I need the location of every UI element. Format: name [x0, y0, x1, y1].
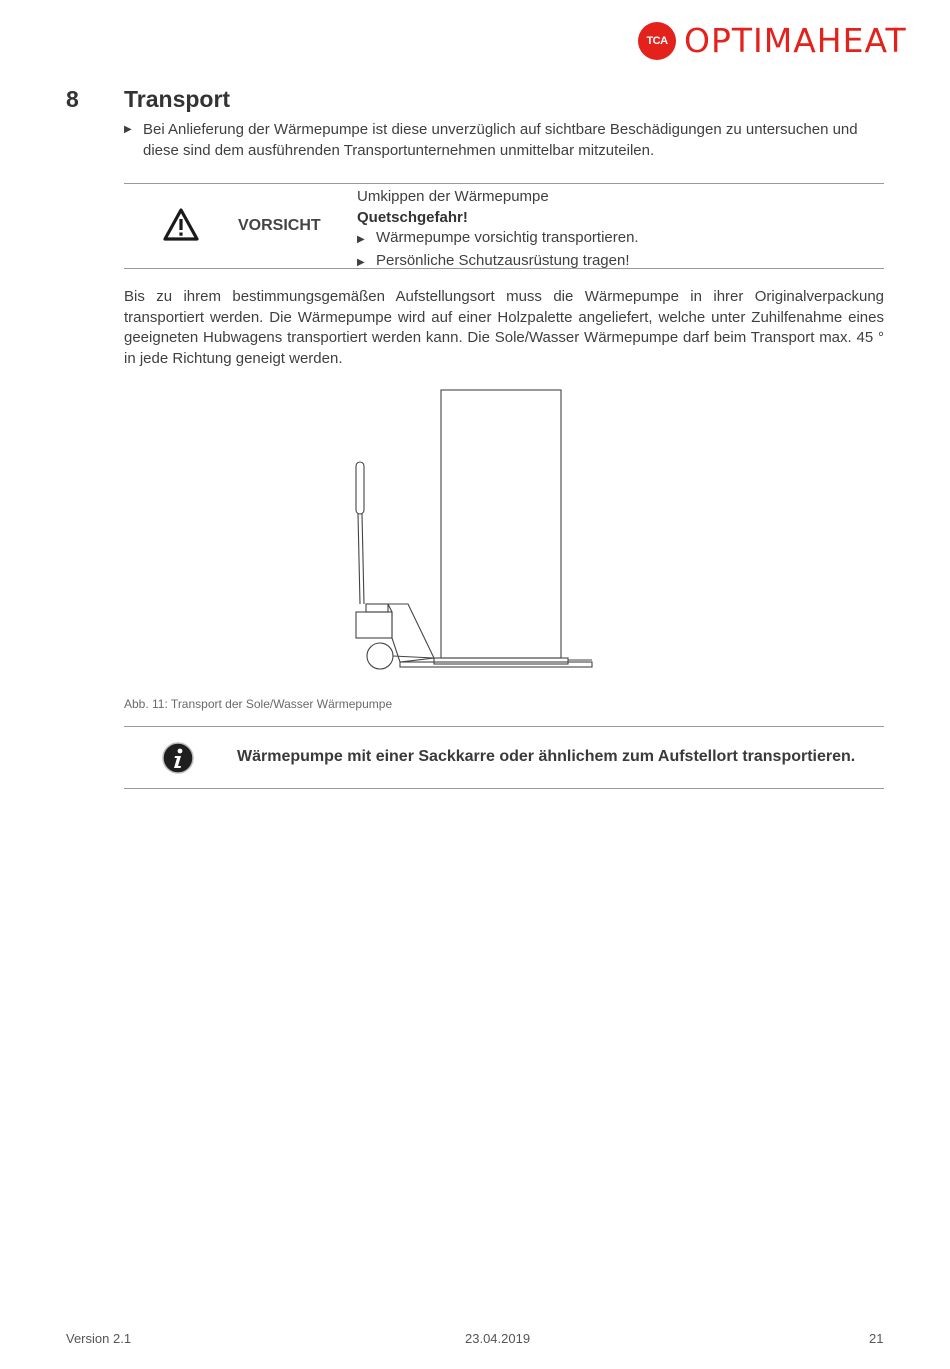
intro-bullet: [124, 120, 884, 161]
caution-hazard: Umkippen der Wärmepumpe: [357, 188, 549, 205]
logo-text: OPTIMAHEAT: [684, 21, 907, 60]
pallet: [434, 658, 568, 664]
bullet-arrow-icon: ▶: [357, 234, 365, 245]
bullet-arrow-icon: ▶: [357, 256, 365, 268]
footer-version: Version 2.1: [66, 1331, 132, 1346]
chassis: [388, 604, 434, 662]
heat-pump-cabinet: [441, 390, 561, 658]
handle-grip: [356, 462, 364, 514]
chapter-title: Transport: [124, 86, 231, 112]
info-box: [124, 726, 884, 789]
caution-box: [124, 183, 884, 269]
info-text: Wärmepumpe mit einer Sackkarre oder ähnlichem zum Aufstellort transportieren.: [237, 748, 856, 765]
caution-action: [357, 251, 639, 274]
caution-consequence: Quetschgefahr!: [357, 208, 468, 226]
footer-date: 23.04.2019: [465, 1331, 531, 1346]
footer-page-number: 21: [869, 1331, 884, 1346]
bullet-arrow-icon: ▶: [124, 124, 132, 135]
caution-action-text: Wärmepumpe vorsichtig transportieren.: [376, 229, 639, 246]
warning-triangle-icon: [163, 208, 199, 242]
body-paragraph: Bis zu ihrem bestimmungsgemäßen Aufstellungsort muss die Wärmepumpe in ihrer Originalverpackung transportiert werden. Die Wärmepumpe wird auf einer Holzpalette angeliefert, welche unter Zuhilfenahme eines geeigneten Hubwagens transportiert werden kann. Die Sole/Wasser Wärmepumpe darf beim Transport max. 45 ° in jede Richtung geneigt werden.: [124, 288, 884, 367]
caution-body: [357, 187, 639, 273]
intro-text: Bei Anlieferung der Wärmepumpe ist diese unverzüglich auf sichtbare Beschädigungen zu untersuchen und diese sind dem ausführenden Transportunternehmen unmittelbar mitzuteilen.: [143, 121, 858, 159]
lift-bracket: [366, 604, 388, 612]
chapter-number: 8: [66, 86, 79, 112]
figure-caption: Abb. 11: Transport der Sole/Wasser Wärmepumpe: [124, 697, 393, 711]
logo-badge: TCA: [638, 22, 676, 60]
caution-label: VORSICHT: [238, 217, 321, 234]
caution-action-text: Persönliche Schutzausrüstung tragen!: [376, 251, 630, 269]
caution-action: [357, 228, 639, 251]
lift-body: [356, 612, 392, 638]
info-icon: [162, 742, 194, 774]
wheel: [367, 643, 393, 669]
pallet-truck-illustration: [350, 386, 600, 676]
